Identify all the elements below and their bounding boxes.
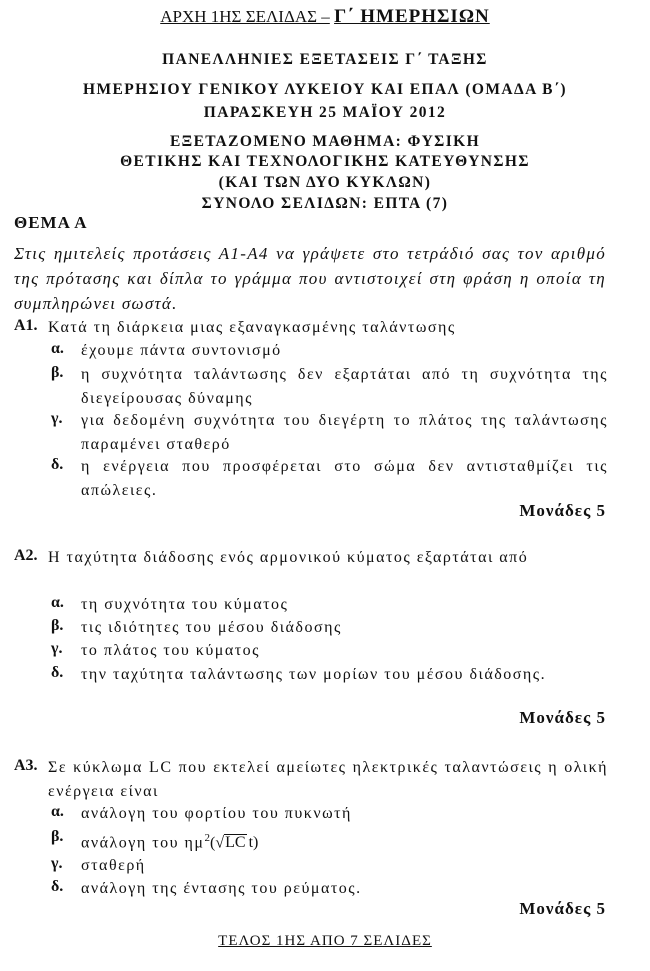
title-line-5: ΘΕΤΙΚΗΣ ΚΑΙ ΤΕΧΝΟΛΟΓΙΚΗΣ ΚΑΤΕΥΘΥΝΣΗΣ xyxy=(120,153,530,170)
option-label: γ. xyxy=(51,410,63,427)
option-text: το πλάτος του κύματος xyxy=(81,642,260,659)
page-footer: ΤΕΛΟΣ 1ΗΣ ΑΠΟ 7 ΣΕΛΙΔΕΣ xyxy=(218,933,432,949)
formula-paren-open: ( xyxy=(210,834,216,852)
question-label-a2: Α2. xyxy=(14,547,38,564)
formula-exponent: 2 xyxy=(204,832,210,844)
question-text-a2: Η ταχύτητα διάδοσης ενός αρμονικού κύματος εξαρτάται από xyxy=(48,549,529,566)
option-text: ανάλογη της έντασης του ρεύματος. xyxy=(81,880,362,897)
points-a1: Μονάδες 5 xyxy=(519,501,606,520)
option-label: α. xyxy=(51,340,64,357)
page-header-right: Γ΄ ΗΜΕΡΗΣΙΩΝ xyxy=(334,6,490,27)
question-label-a3: Α3. xyxy=(14,757,38,774)
sqrt-icon: √ xyxy=(215,834,225,852)
option-label: γ. xyxy=(51,855,63,872)
title-line-6: (ΚΑΙ ΤΩΝ ΔΥΟ ΚΥΚΛΩΝ) xyxy=(218,174,432,191)
option-text: σταθερή xyxy=(81,857,146,874)
option-label: β. xyxy=(51,828,64,845)
option-label: δ. xyxy=(51,878,64,895)
title-line-3: ΠΑΡΑΣΚΕΥΗ 25 ΜΑΪΟΥ 2012 xyxy=(203,104,447,121)
instructions: Στις ημιτελείς προτάσεις Α1-Α4 να γράψετε στο τετράδιό σας τον αριθμό της πρότασης και δίπλα το γράμμα που αντιστοιχεί στη φράση η οποία τη συμπληρώνει σωστά. xyxy=(14,244,606,313)
option-text: την ταχύτητα ταλάντωσης των μορίων του μέσου διάδοσης. xyxy=(81,666,547,683)
points-a3: Μονάδες 5 xyxy=(519,899,606,918)
option-text-formula xyxy=(81,826,608,855)
option-label: α. xyxy=(51,803,64,820)
points-a2: Μονάδες 5 xyxy=(519,708,606,727)
title-line-7: ΣΥΝΟΛΟ ΣΕΛΙΔΩΝ: ΕΠΤΑ (7) xyxy=(201,195,449,212)
option-label: α. xyxy=(51,594,64,611)
question-label-a1: Α1. xyxy=(14,317,38,334)
title-line-4: ΕΞΕΤΑΖΟΜΕΝΟ ΜΑΘΗΜΑ: ΦΥΣΙΚΗ xyxy=(169,133,481,150)
option-text: ανάλογη του φορτίου του πυκνωτή xyxy=(81,805,352,822)
formula-text: ανάλογη του ημ xyxy=(81,834,205,852)
option-label: δ. xyxy=(51,664,64,681)
option-text: η συχνότητα ταλάντωσης δεν εξαρτάται από τη συχνότητα της διεγείρουσας δύναμης xyxy=(81,366,608,407)
title-line-1: ΠΑΝΕΛΛΗΝΙΕΣ ΕΞΕΤΑΣΕΙΣ Γ΄ ΤΑΞΗΣ xyxy=(162,51,488,68)
formula-paren-close: t) xyxy=(248,834,259,852)
title-line-2: ΗΜΕΡΗΣΙΟΥ ΓΕΝΙΚΟΥ ΛΥΚΕΙΟΥ ΚΑΙ ΕΠΑΛ (ΟΜΑΔΑ Β΄) xyxy=(83,81,567,98)
option-label: β. xyxy=(51,364,64,381)
formula-sqrt-content: LC xyxy=(225,834,246,852)
option-label: δ. xyxy=(51,456,64,473)
question-text-a1: Κατά τη διάρκεια μιας εξαναγκασμένης ταλάντωσης xyxy=(48,319,456,336)
option-label: γ. xyxy=(51,640,63,657)
option-text: τη συχνότητα του κύματος xyxy=(81,596,289,613)
page-header xyxy=(0,6,650,28)
option-label: β. xyxy=(51,617,64,634)
section-title: ΘΕΜΑ Α xyxy=(14,213,88,232)
option-text: έχουμε πάντα συντονισμό xyxy=(81,342,282,359)
option-text: η ενέργεια που προσφέρεται στο σώμα δεν αντισταθμίζει τις απώλειες. xyxy=(81,458,608,499)
option-text: για δεδομένη συχνότητα του διεγέρτη το πλάτος της ταλάντωσης παραμένει σταθερό xyxy=(81,412,608,453)
option-text: τις ιδιότητες του μέσου διάδοσης xyxy=(81,619,342,636)
page-header-left: ΑΡΧΗ 1ΗΣ ΣΕΛΙΔΑΣ – xyxy=(160,7,330,26)
question-text-a3: Σε κύκλωμα LC που εκτελεί αμείωτες ηλεκτρικές ταλαντώσεις η ολική ενέργεια είναι xyxy=(48,759,608,800)
